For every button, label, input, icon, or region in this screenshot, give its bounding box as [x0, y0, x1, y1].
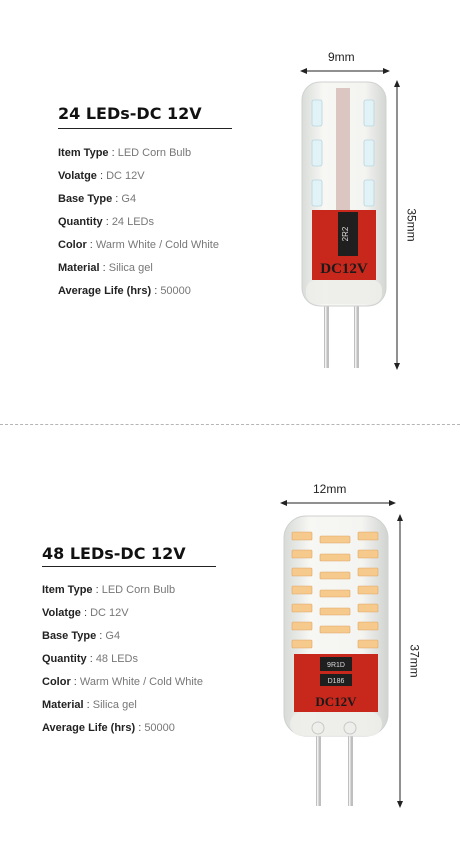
spec-key: Material: [42, 699, 84, 711]
chip-label: 9R1D: [327, 662, 345, 669]
spec-value: 24 LEDs: [111, 216, 155, 228]
spec-value: DC 12V: [106, 170, 145, 182]
spec-value: 48 LEDs: [95, 653, 139, 665]
pcb-voltage-label: DC12V: [315, 694, 357, 709]
product-section-48-leds: [0, 430, 460, 857]
spec-material: [58, 262, 153, 274]
width-label: 12mm: [313, 482, 347, 496]
width-dimension-line: [280, 496, 396, 510]
spec-key: Item Type: [58, 147, 109, 159]
spec-separator: :: [86, 699, 90, 711]
spec-key: Volatge: [58, 170, 97, 182]
spec-key: Quantity: [42, 653, 87, 665]
spec-value: Warm White / Cold White: [95, 239, 219, 251]
spec-key: Material: [58, 262, 100, 274]
spec-separator: :: [73, 676, 77, 688]
spec-value: LED Corn Bulb: [117, 147, 192, 159]
height-dimension-line: [390, 80, 404, 370]
pcb-voltage-label: DC12V: [320, 261, 368, 277]
spec-separator: :: [89, 239, 93, 251]
spec-separator: :: [102, 262, 106, 274]
spec-key: Color: [58, 239, 87, 251]
spec-key: Average Life (hrs): [58, 285, 152, 297]
height-dimension-line: [393, 514, 407, 808]
spec-separator: :: [138, 722, 142, 734]
spec-voltage: [42, 607, 129, 619]
spec-separator: :: [95, 584, 99, 596]
spec-separator: :: [105, 216, 109, 228]
spec-separator: :: [99, 630, 103, 642]
section-title: 24 LEDs-DC 12V: [58, 104, 202, 123]
spec-base-type: [58, 193, 136, 205]
spec-quantity: [42, 653, 138, 665]
spec-color: [42, 676, 203, 688]
spec-quantity: [58, 216, 154, 228]
spec-value: G4: [121, 193, 137, 205]
product-section-24-leds: [0, 0, 460, 420]
spec-item-type: [42, 584, 175, 596]
led-bulb-48-image: [280, 514, 392, 808]
spec-average-life: [42, 722, 175, 734]
spec-material: [42, 699, 137, 711]
spec-key: Color: [42, 676, 71, 688]
spec-average-life: [58, 285, 191, 297]
title-underline: [58, 128, 232, 129]
spec-separator: :: [83, 607, 88, 619]
section-title: 48 LEDs-DC 12V: [42, 544, 186, 563]
spec-key: Base Type: [58, 193, 113, 205]
led-bulb-24-image: [298, 80, 390, 370]
spec-key: Average Life (hrs): [42, 722, 136, 734]
spec-value: Silica gel: [108, 262, 153, 274]
chip-label-2: D186: [327, 678, 345, 685]
spec-separator: :: [115, 193, 119, 205]
spec-base-type: [42, 630, 120, 642]
spec-separator: :: [99, 170, 104, 182]
spec-key: Item Type: [42, 584, 93, 596]
chip-label: 2R2: [341, 226, 350, 242]
spec-key: Base Type: [42, 630, 97, 642]
height-label: 37mm: [407, 644, 422, 678]
spec-value: LED Corn Bulb: [101, 584, 176, 596]
spec-value: 50000: [144, 722, 175, 734]
section-divider: [0, 424, 460, 425]
spec-item-type: [58, 147, 191, 159]
spec-separator: :: [89, 653, 93, 665]
spec-separator: :: [154, 285, 158, 297]
spec-value: DC 12V: [90, 607, 129, 619]
spec-value: Silica gel: [92, 699, 137, 711]
title-underline: [42, 566, 216, 567]
height-label: 35mm: [404, 208, 419, 242]
spec-value: Warm White / Cold White: [79, 676, 203, 688]
spec-key: Volatge: [42, 607, 81, 619]
width-label: 9mm: [328, 50, 355, 64]
width-dimension-line: [300, 64, 390, 78]
spec-color: [58, 239, 219, 251]
spec-voltage: [58, 170, 145, 182]
spec-separator: :: [111, 147, 115, 159]
spec-value: G4: [105, 630, 121, 642]
spec-value: 50000: [160, 285, 191, 297]
spec-key: Quantity: [58, 216, 103, 228]
